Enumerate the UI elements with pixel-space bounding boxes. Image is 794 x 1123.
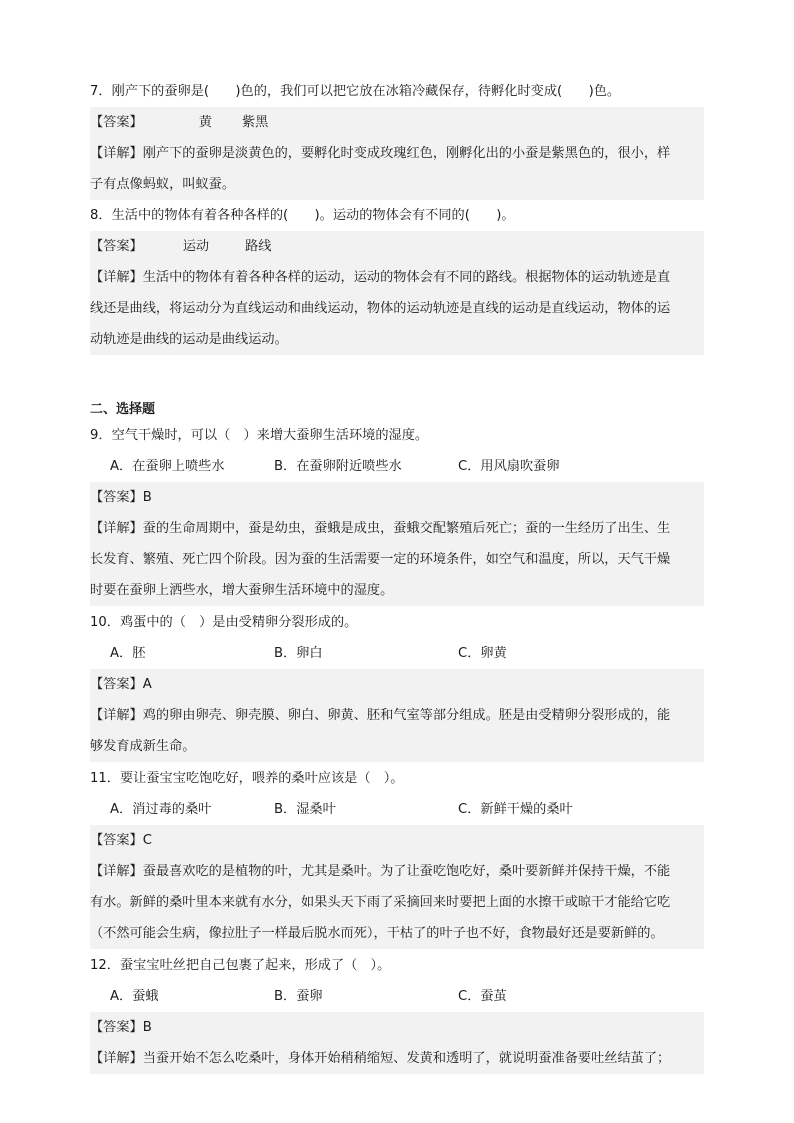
- q7-answer-2: 紫黑: [241, 115, 269, 130]
- q12-option-c: C．蚕茧: [458, 989, 507, 1004]
- q7-answer-1: 黄: [198, 115, 212, 130]
- q12-detail-line-1: 【详解】当蚕开始不怎么吃桑叶，身体开始稍稍缩短、发黄和透明了，就说明蚕准备要吐丝结茧了；: [90, 1043, 704, 1074]
- q8-answer: [90, 231, 704, 262]
- q10-detail-line-1: 【详解】鸡的卵由卵壳、卵壳膜、卵白、卵黄、胚和气室等部分组成。胚是由受精卵分裂形成的，能: [90, 700, 704, 731]
- q8-answer-2: 路线: [245, 239, 272, 254]
- q11-detail-line-1: 【详解】蚕最喜欢吃的是植物的叶，尤其是桑叶。为了让蚕吃饱吃好，桑叶要新鲜并保持干燥，不能: [90, 856, 704, 887]
- q11-question: 11．要让蚕宝宝吃饱吃好，喂养的桑叶应该是（ ）。: [90, 771, 404, 786]
- q10-answer: 【答案】A: [90, 669, 704, 700]
- q10-options: [90, 638, 704, 669]
- q7-answer: [90, 107, 704, 138]
- q9-detail-line-1: 【详解】蚕的生命周期中，蚕是幼虫，蚕蛾是成虫，蚕蛾交配繁殖后死亡；蚕的一生经历了出生、生: [90, 513, 704, 544]
- q8-question: 8．生活中的物体有着各种各样的( )。运动的物体会有不同的( )。: [90, 208, 515, 223]
- q11-answer: 【答案】C: [90, 825, 704, 856]
- q9-detail-line-2: 长发育、繁殖、死亡四个阶段。因为蚕的生活需要一定的环境条件，如空气和温度，所以，天气干燥: [90, 544, 704, 575]
- q11-option-b: B．湿桑叶: [274, 802, 336, 817]
- q12-answer: 【答案】B: [90, 1012, 704, 1043]
- q11-option-a: A．消过毒的桑叶: [110, 802, 212, 817]
- q12-question: 12．蚕宝宝吐丝把自己包裹了起来，形成了（ ）。: [90, 958, 391, 973]
- q8-detail-line-2: 线还是曲线，将运动分为直线运动和曲线运动，物体的运动轨迹是直线的运动是直线运动，物体的运: [90, 293, 704, 324]
- q10-detail-line-2: 够发育成新生命。: [90, 731, 704, 762]
- q11-detail-line-3: （不然可能会生病，像拉肚子一样最后脱水而死），干枯了的叶子也不好，食物最好还是要新鲜的。: [90, 918, 704, 949]
- answer-label: 【答案】: [90, 115, 143, 130]
- q11-options: [90, 794, 704, 825]
- q9-answer: 【答案】B: [90, 482, 704, 513]
- q10-option-c: C．卵黄: [458, 646, 507, 661]
- q7-question: 7．刚产下的蚕卵是( )色的，我们可以把它放在冰箱冷藏保存，待孵化时变成( )色。: [90, 84, 621, 99]
- q9-option-b: B．在蚕卵附近喷些水: [274, 459, 402, 474]
- q10-option-a: A．胚: [110, 646, 146, 661]
- q12-options: [90, 981, 704, 1012]
- q9-option-a: A．在蚕卵上喷些水: [110, 459, 225, 474]
- q8-detail-line-1: 【详解】生活中的物体有着各种各样的运动，运动的物体会有不同的路线。根据物体的运动轨迹是直: [90, 262, 704, 293]
- q10-option-b: B．卵白: [274, 646, 323, 661]
- answer-label: 【答案】: [90, 239, 143, 254]
- q9-detail-line-3: 时要在蚕卵上洒些水，增大蚕卵生活环境中的湿度。: [90, 575, 704, 606]
- q12-option-b: B．蚕卵: [274, 989, 323, 1004]
- q11-option-c: C．新鲜干燥的桑叶: [458, 802, 573, 817]
- q7-detail-line-1: 【详解】刚产下的蚕卵是淡黄色的，要孵化时变成玫瑰红色，刚孵化出的小蚕是紫黑色的，很小，样: [90, 138, 704, 169]
- q8-answer-1: 运动: [182, 239, 210, 254]
- q8-detail-line-3: 动轨迹是曲线的运动是曲线运动。: [90, 324, 704, 355]
- q9-option-c: C．用风扇吹蚕卵: [458, 459, 560, 474]
- q10-question: 10．鸡蛋中的（ ）是由受精卵分裂形成的。: [90, 615, 358, 630]
- section-title: 二、选择题: [90, 402, 156, 417]
- q9-question: 9．空气干燥时，可以（ ）来增大蚕卵生活环境的湿度。: [90, 428, 429, 443]
- q11-detail-line-2: 有水。新鲜的桑叶里本来就有水分，如果头天下雨了采摘回来时要把上面的水擦干或晾干才能给它吃: [90, 887, 704, 918]
- q9-options: [90, 451, 704, 482]
- q7-detail-line-2: 子有点像蚂蚁，叫蚁蚕。: [90, 169, 704, 200]
- q12-option-a: A．蚕蛾: [110, 989, 159, 1004]
